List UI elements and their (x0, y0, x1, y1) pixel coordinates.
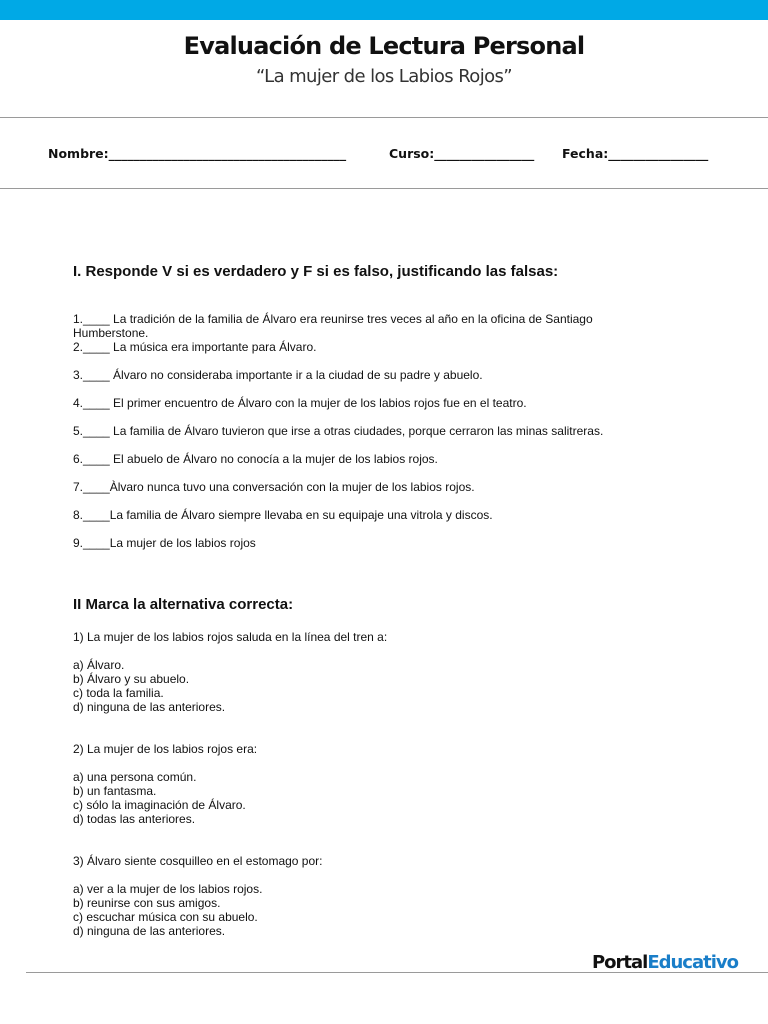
fecha-field: Fecha:________________ (562, 146, 709, 161)
section2-heading: II Marca la alternativa correcta: (73, 596, 294, 613)
q1-option-d: d) ninguna de las anteriores. (73, 700, 226, 714)
q2-option-b: b) un fantasma. (73, 784, 157, 798)
q2-question: 2) La mujer de los labios rojos era: (73, 742, 258, 756)
nombre-field: Nombre:______________________________________ (48, 146, 347, 161)
logo-text-portal: Portal (591, 952, 648, 973)
q2-option-c: c) sólo la imaginación de Álvaro. (73, 798, 246, 812)
top-accent-bar (0, 0, 768, 20)
tf-item-2: 2.____ La música era importante para Álvaro. (73, 340, 317, 354)
q1-option-c: c) toda la familia. (73, 686, 164, 700)
page-subtitle: “La mujer de los Labios Rojos” (255, 66, 513, 87)
header-divider (0, 117, 768, 118)
tf-item-1: 1.____ La tradición de la familia de Álvaro era reunirse tres veces al año en la oficina de Santiago (73, 312, 593, 326)
q3-option-a: a) ver a la mujer de los labios rojos. (73, 882, 263, 896)
q3-option-b: b) reunirse con sus amigos. (73, 896, 221, 910)
page-title: Evaluación de Lectura Personal (183, 32, 585, 60)
tf-item-6: 6.____ El abuelo de Álvaro no conocía a la mujer de los labios rojos. (73, 452, 438, 466)
section1-heading: I. Responde V si es verdadero y F si es falso, justificando las falsas: (73, 263, 559, 280)
tf-item-8: 8.____La familia de Álvaro siempre llevaba en su equipaje una vitrola y discos. (73, 508, 493, 522)
fields-divider (0, 188, 768, 189)
logo-text-educativo: Educativo (647, 952, 738, 973)
q2-option-a: a) una persona común. (73, 770, 197, 784)
q1-question: 1) La mujer de los labios rojos saluda en la línea del tren a: (73, 630, 388, 644)
q3-option-c: c) escuchar música con su abuelo. (73, 910, 258, 924)
tf-item-9: 9.____La mujer de los labios rojos (73, 536, 256, 550)
q2-option-d: d) todas las anteriores. (73, 812, 196, 826)
portal-educativo-logo (592, 952, 738, 973)
tf-item-5: 5.____ La familia de Álvaro tuvieron que irse a otras ciudades, porque cerraron las minas salitreras. (73, 424, 604, 438)
q3-question: 3) Álvaro siente cosquilleo en el estomago por: (73, 854, 323, 868)
q1-option-a: a) Álvaro. (73, 658, 125, 672)
tf-item-3: 3.____ Álvaro no consideraba importante ir a la ciudad de su padre y abuelo. (73, 368, 483, 382)
tf-item-1-cont: Humberstone. (73, 326, 149, 340)
tf-item-4: 4.____ El primer encuentro de Álvaro con la mujer de los labios rojos fue en el teatro. (73, 396, 527, 410)
curso-field: Curso:________________ (389, 146, 535, 161)
tf-item-7: 7.____Àlvaro nunca tuvo una conversación con la mujer de los labios rojos. (73, 480, 475, 494)
student-info-fields (48, 146, 748, 164)
q3-option-d: d) ninguna de las anteriores. (73, 924, 226, 938)
q1-option-b: b) Álvaro y su abuelo. (73, 672, 190, 686)
